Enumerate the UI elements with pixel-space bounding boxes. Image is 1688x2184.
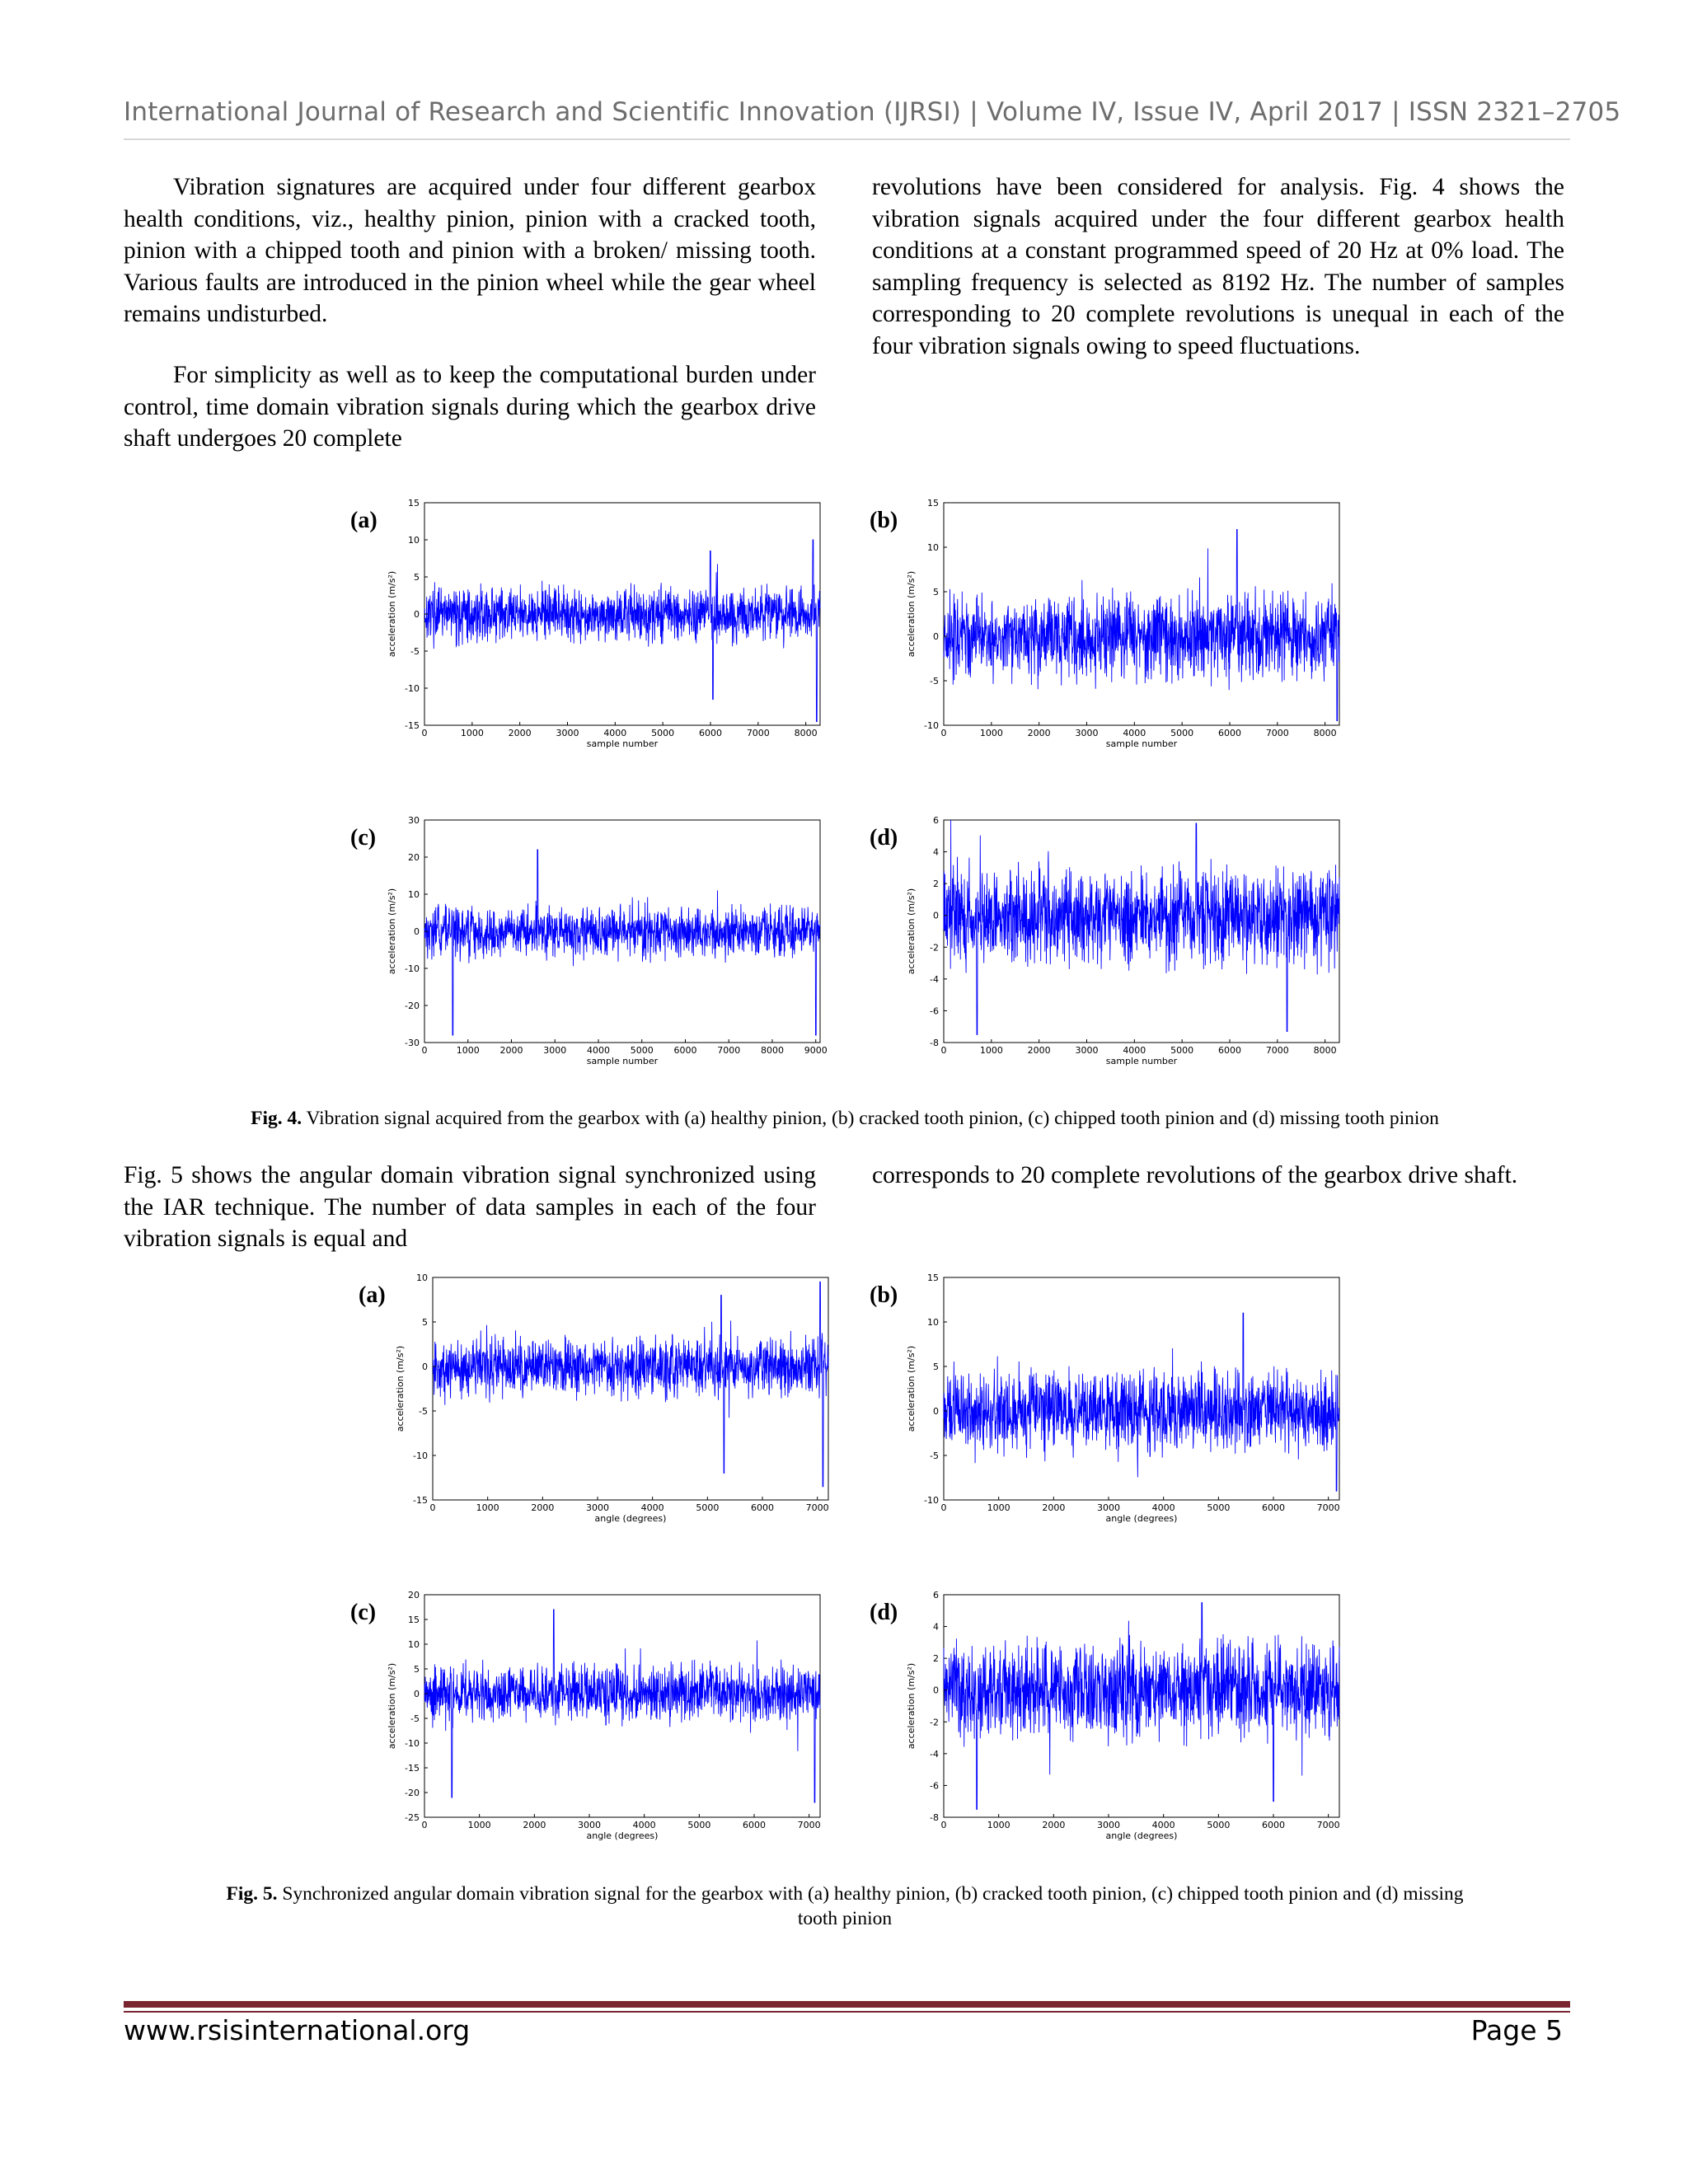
y-tick-label: 10 bbox=[416, 1272, 428, 1283]
x-tick-label: 6000 bbox=[751, 1502, 774, 1513]
y-tick-label: 2 bbox=[933, 1653, 939, 1665]
fig5-panel-c bbox=[326, 1578, 845, 1850]
y-tick-label: -30 bbox=[405, 1038, 420, 1048]
y-tick-label: 0 bbox=[414, 926, 420, 937]
x-tick-label: 2000 bbox=[499, 1045, 523, 1056]
y-tick-label: 30 bbox=[408, 815, 420, 826]
x-tick-label: 2000 bbox=[531, 1502, 555, 1513]
fig5-chart-a bbox=[334, 1261, 853, 1533]
y-tick-label: 10 bbox=[408, 889, 420, 900]
panel-label: (b) bbox=[870, 508, 898, 533]
y-axis-label: acceleration (m/s²) bbox=[387, 1662, 397, 1750]
x-tick-label: 2000 bbox=[1042, 1820, 1066, 1830]
panel-label: (d) bbox=[870, 1600, 898, 1625]
x-tick-label: 7000 bbox=[746, 728, 770, 738]
x-tick-label: 4000 bbox=[603, 728, 627, 738]
y-tick-label: 10 bbox=[408, 535, 420, 546]
x-tick-label: 4000 bbox=[1123, 1045, 1146, 1056]
y-tick-label: -4 bbox=[930, 973, 939, 985]
y-tick-label: -2 bbox=[930, 1717, 939, 1728]
x-tick-label: 1000 bbox=[987, 1502, 1010, 1513]
x-tick-label: 5000 bbox=[1170, 1045, 1194, 1056]
x-tick-label: 7000 bbox=[805, 1502, 829, 1513]
x-tick-label: 4000 bbox=[1151, 1502, 1175, 1513]
fig4-caption-text: Vibration signal acquired from the gearbox with (a) healthy pinion, (b) cracked tooth pinion, (c) chipped tooth pinion and (d) missing tooth pinion bbox=[302, 1108, 1439, 1129]
x-tick-label: 0 bbox=[421, 728, 428, 738]
x-tick-label: 3000 bbox=[543, 1045, 567, 1056]
journal-header: International Journal of Research and Scientific Innovation (IJRSI) | Volume IV, Issue IV, April 2017 | ISSN 2321–2705 bbox=[124, 97, 1621, 127]
x-tick-label: 1000 bbox=[987, 1820, 1010, 1830]
y-tick-label: 5 bbox=[933, 1361, 939, 1372]
fig5-panel-b bbox=[845, 1261, 1364, 1533]
fig5-caption bbox=[124, 1882, 1566, 1931]
x-tick-label: 4000 bbox=[1123, 728, 1146, 738]
fig5-caption-label: Fig. 5. bbox=[226, 1883, 278, 1905]
y-tick-label: 6 bbox=[933, 815, 939, 826]
x-tick-label: 5000 bbox=[1207, 1502, 1231, 1513]
x-tick-label: 5000 bbox=[1207, 1820, 1231, 1830]
y-tick-label: 10 bbox=[927, 1317, 939, 1328]
x-tick-label: 8000 bbox=[1313, 728, 1337, 738]
fig5-caption-text: Synchronized angular domain vibration signal for the gearbox with (a) healthy pinion, (b) cracked tooth pinion, (c) chipped tooth pinion and (d) missing bbox=[277, 1883, 1464, 1905]
x-axis-label: sample number bbox=[586, 1056, 659, 1066]
y-tick-label: 10 bbox=[408, 1639, 420, 1650]
body-paragraph-left-2: For simplicity as well as to keep the computational burden under control, time domain vibration signals during which the gearbox drive shaft undergoes 20 complete bbox=[124, 362, 816, 452]
fig5-chart-b bbox=[845, 1261, 1364, 1533]
y-axis-label: acceleration (m/s²) bbox=[395, 1345, 406, 1432]
y-tick-label: -5 bbox=[419, 1406, 428, 1417]
fig5-chart-d bbox=[845, 1578, 1364, 1850]
fig4-chart-a bbox=[326, 486, 845, 758]
x-tick-label: 0 bbox=[940, 1820, 947, 1830]
y-tick-label: -6 bbox=[930, 1005, 939, 1017]
x-tick-label: 3000 bbox=[578, 1820, 601, 1830]
x-tick-label: 1000 bbox=[467, 1820, 491, 1830]
x-tick-label: 3000 bbox=[1097, 1502, 1120, 1513]
y-tick-label: -20 bbox=[405, 1001, 420, 1011]
x-tick-label: 2000 bbox=[508, 728, 532, 738]
fig4-chart-b bbox=[845, 486, 1364, 758]
x-axis-label: angle (degrees) bbox=[1105, 1513, 1178, 1524]
x-tick-label: 0 bbox=[421, 1045, 428, 1056]
x-tick-label: 9000 bbox=[804, 1045, 828, 1056]
fig4-panel-b bbox=[845, 486, 1364, 758]
fig4-panel-a bbox=[326, 486, 845, 758]
y-tick-label: 0 bbox=[933, 631, 939, 642]
x-tick-label: 7000 bbox=[1316, 1820, 1340, 1830]
x-tick-label: 7000 bbox=[1265, 728, 1289, 738]
y-tick-label: 0 bbox=[933, 910, 939, 921]
y-tick-label: 10 bbox=[927, 542, 939, 553]
fig5-caption-text-2: tooth pinion bbox=[797, 1908, 893, 1929]
x-tick-label: 3000 bbox=[1097, 1820, 1120, 1830]
y-tick-label: 0 bbox=[414, 1689, 420, 1699]
y-tick-label: -15 bbox=[413, 1495, 428, 1506]
x-tick-label: 4000 bbox=[640, 1502, 664, 1513]
x-tick-label: 3000 bbox=[556, 728, 579, 738]
x-axis-label: sample number bbox=[586, 738, 659, 749]
y-tick-label: -5 bbox=[410, 1713, 420, 1724]
fig5-panel-d bbox=[845, 1578, 1364, 1850]
y-tick-label: 6 bbox=[933, 1590, 939, 1601]
body-paragraph-right-1: revolutions have been considered for analysis. Fig. 4 shows the vibration signals acquired under the four different gearbox health conditions at a constant programmed speed of 20 Hz at 0% load. The sampling frequency is selected as 8192 Hz. The number of samples corresponding to 20 complete revolutions is unequal in each of the four vibration signals owing to speed fluctuations. bbox=[872, 174, 1564, 359]
x-tick-label: 4000 bbox=[632, 1820, 656, 1830]
x-tick-label: 8000 bbox=[1313, 1045, 1337, 1056]
y-tick-label: 5 bbox=[414, 572, 420, 583]
y-tick-label: -25 bbox=[405, 1812, 420, 1823]
y-tick-label: -5 bbox=[410, 646, 420, 657]
y-tick-label: -15 bbox=[405, 720, 420, 731]
y-tick-label: 0 bbox=[414, 609, 420, 620]
panel-label: (a) bbox=[350, 508, 377, 533]
body-paragraph-left-3: Fig. 5 shows the angular domain vibration signal synchronized using the IAR technique. The number of data samples in each of the four vibration signals is equal and bbox=[124, 1162, 816, 1253]
y-tick-label: -2 bbox=[930, 942, 939, 954]
y-tick-label: -8 bbox=[930, 1812, 939, 1823]
y-tick-label: -10 bbox=[924, 720, 939, 731]
x-tick-label: 6000 bbox=[743, 1820, 766, 1830]
x-tick-label: 6000 bbox=[1262, 1820, 1285, 1830]
fig4-chart-d bbox=[845, 804, 1364, 1076]
x-tick-label: 3000 bbox=[1075, 1045, 1099, 1056]
y-tick-label: 20 bbox=[408, 1590, 420, 1601]
x-tick-label: 1000 bbox=[456, 1045, 480, 1056]
x-tick-label: 0 bbox=[421, 1820, 428, 1830]
x-axis-label: angle (degrees) bbox=[594, 1513, 667, 1524]
x-tick-label: 2000 bbox=[1042, 1502, 1066, 1513]
panel-label: (b) bbox=[870, 1282, 898, 1308]
footer-rule-thin bbox=[124, 2011, 1570, 2013]
x-tick-label: 6000 bbox=[1262, 1502, 1285, 1513]
footer-rule bbox=[124, 2001, 1570, 2008]
y-tick-label: 0 bbox=[933, 1685, 939, 1696]
body-paragraph-left-1: Vibration signatures are acquired under four different gearbox health conditions, viz., healthy pinion, pinion with a cracked tooth, pinion with a chipped tooth and pinion with a broken/ missing tooth. Various faults are introduced in the pinion wheel while the gear wheel remains undisturbed. bbox=[124, 174, 816, 328]
x-tick-label: 4000 bbox=[1151, 1820, 1175, 1830]
y-tick-label: -10 bbox=[405, 1738, 420, 1749]
x-tick-label: 6000 bbox=[1217, 1045, 1241, 1056]
x-tick-label: 8000 bbox=[760, 1045, 784, 1056]
x-tick-label: 5000 bbox=[687, 1820, 711, 1830]
x-tick-label: 8000 bbox=[794, 728, 818, 738]
x-tick-label: 1000 bbox=[476, 1502, 499, 1513]
x-axis-label: angle (degrees) bbox=[1105, 1830, 1178, 1841]
y-tick-label: 15 bbox=[927, 498, 939, 509]
fig4-caption-label: Fig. 4. bbox=[251, 1108, 302, 1129]
y-tick-label: -4 bbox=[930, 1748, 939, 1760]
x-tick-label: 5000 bbox=[630, 1045, 654, 1056]
footer-website-link[interactable]: www.rsisinternational.org bbox=[124, 2014, 471, 2046]
x-tick-label: 4000 bbox=[586, 1045, 610, 1056]
x-tick-label: 6000 bbox=[673, 1045, 697, 1056]
y-tick-label: -10 bbox=[405, 963, 420, 974]
fig4-chart-c bbox=[326, 804, 845, 1076]
y-tick-label: 4 bbox=[933, 1621, 939, 1633]
x-tick-label: 2000 bbox=[1027, 728, 1051, 738]
y-tick-label: 15 bbox=[408, 1615, 420, 1625]
x-tick-label: 0 bbox=[429, 1502, 436, 1513]
y-tick-label: 15 bbox=[408, 498, 420, 509]
y-tick-label: -5 bbox=[930, 1451, 939, 1461]
x-tick-label: 6000 bbox=[698, 728, 722, 738]
x-axis-label: sample number bbox=[1105, 738, 1178, 749]
x-tick-label: 5000 bbox=[651, 728, 675, 738]
y-tick-label: -6 bbox=[930, 1780, 939, 1792]
y-tick-label: 5 bbox=[933, 587, 939, 598]
header-rule bbox=[124, 138, 1570, 140]
y-tick-label: -20 bbox=[405, 1788, 420, 1798]
panel-label: (a) bbox=[359, 1282, 386, 1308]
fig4-caption bbox=[124, 1106, 1566, 1131]
y-axis-label: acceleration (m/s²) bbox=[906, 570, 917, 658]
y-axis-label: acceleration (m/s²) bbox=[387, 570, 397, 658]
y-axis-label: acceleration (m/s²) bbox=[906, 1345, 917, 1432]
x-tick-label: 2000 bbox=[1027, 1045, 1051, 1056]
x-tick-label: 7000 bbox=[1316, 1502, 1340, 1513]
y-tick-label: -10 bbox=[413, 1451, 428, 1461]
y-axis-label: acceleration (m/s²) bbox=[906, 888, 917, 975]
x-tick-label: 3000 bbox=[586, 1502, 609, 1513]
x-tick-label: 1000 bbox=[979, 1045, 1003, 1056]
x-tick-label: 5000 bbox=[696, 1502, 720, 1513]
plot-frame bbox=[944, 503, 1339, 725]
x-tick-label: 7000 bbox=[717, 1045, 741, 1056]
y-tick-label: -10 bbox=[405, 683, 420, 694]
x-tick-label: 0 bbox=[940, 1045, 947, 1056]
panel-label: (d) bbox=[870, 825, 898, 851]
y-tick-label: 5 bbox=[422, 1317, 428, 1328]
panel-label: (c) bbox=[350, 1600, 377, 1625]
x-tick-label: 1000 bbox=[460, 728, 484, 738]
x-tick-label: 7000 bbox=[1265, 1045, 1289, 1056]
y-axis-label: acceleration (m/s²) bbox=[387, 888, 397, 975]
y-tick-label: -8 bbox=[930, 1038, 939, 1048]
x-tick-label: 0 bbox=[940, 728, 947, 738]
footer-page-number: Page 5 bbox=[1470, 2014, 1563, 2046]
x-axis-label: angle (degrees) bbox=[586, 1830, 659, 1841]
y-tick-label: -5 bbox=[930, 676, 939, 687]
x-axis-label: sample number bbox=[1105, 1056, 1178, 1066]
fig5-chart-c bbox=[326, 1578, 845, 1850]
y-tick-label: 20 bbox=[408, 852, 420, 863]
x-tick-label: 1000 bbox=[979, 728, 1003, 738]
y-tick-label: 0 bbox=[422, 1361, 428, 1372]
y-tick-label: -15 bbox=[405, 1763, 420, 1774]
y-tick-label: 0 bbox=[933, 1406, 939, 1417]
x-tick-label: 3000 bbox=[1075, 728, 1099, 738]
fig5-panel-a bbox=[334, 1261, 853, 1533]
x-tick-label: 6000 bbox=[1217, 728, 1241, 738]
fig4-panel-d bbox=[845, 804, 1364, 1076]
body-paragraph-right-3: corresponds to 20 complete revolutions of the gearbox drive shaft. bbox=[872, 1162, 1518, 1188]
panel-label: (c) bbox=[350, 825, 377, 851]
fig4-panel-c bbox=[326, 804, 845, 1076]
y-tick-label: -10 bbox=[924, 1495, 939, 1506]
y-tick-label: 15 bbox=[927, 1272, 939, 1283]
x-tick-label: 5000 bbox=[1170, 728, 1194, 738]
x-tick-label: 2000 bbox=[523, 1820, 546, 1830]
y-tick-label: 2 bbox=[933, 879, 939, 890]
x-tick-label: 7000 bbox=[797, 1820, 821, 1830]
x-tick-label: 0 bbox=[940, 1502, 947, 1513]
y-axis-label: acceleration (m/s²) bbox=[906, 1662, 917, 1750]
y-tick-label: 4 bbox=[933, 846, 939, 858]
y-tick-label: 5 bbox=[414, 1664, 420, 1675]
